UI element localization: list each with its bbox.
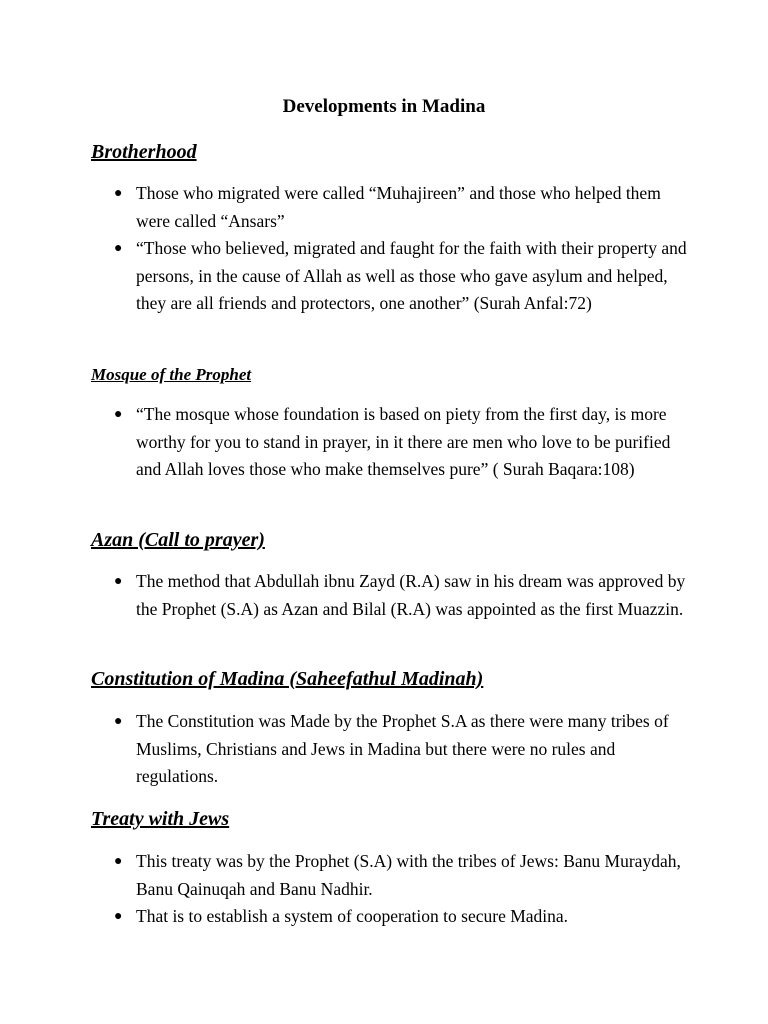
bullet-icon: ● <box>114 241 123 256</box>
list-item-text: The method that Abdullah ibnu Zayd (R.A) saw in his dream was approved by the Prophet (S.A) as Azan and Bilal (R.A) was appointed as the first Muazzin. <box>136 571 686 619</box>
section-heading-brotherhood: Brotherhood <box>91 141 197 163</box>
bullet-icon: ● <box>114 186 123 201</box>
list-item-text: This treaty was by the Prophet (S.A) with the tribes of Jews: Banu Muraydah, Banu Qainuqah and Banu Nadhir. <box>136 851 681 899</box>
section-list-azan <box>0 568 696 623</box>
bullet-icon: ● <box>114 574 123 589</box>
section-heading-mosque: Mosque of the Prophet <box>91 365 252 384</box>
list-item <box>0 568 696 623</box>
bullet-icon: ● <box>114 909 123 924</box>
list-item-text: “Those who believed, migrated and faught for the faith with their property and persons, in the cause of Allah as well as those who gave asylum and helped, they are all friends and protectors, one another” (Surah Anfal:72) <box>136 238 687 313</box>
section-heading-azan: Azan (Call to prayer) <box>91 529 265 551</box>
bullet-icon: ● <box>114 854 123 869</box>
section-list-treaty <box>0 848 696 931</box>
section-list-brotherhood <box>0 180 696 318</box>
list-item <box>0 848 696 903</box>
list-item-text: That is to establish a system of cooperation to secure Madina. <box>136 906 569 926</box>
section-heading-treaty: Treaty with Jews <box>91 808 230 830</box>
section-list-constitution <box>0 708 696 791</box>
list-item <box>0 235 696 318</box>
list-item <box>0 180 696 235</box>
list-item <box>0 401 696 484</box>
list-item-text: The Constitution was Made by the Prophet S.A as there were many tribes of Muslims, Christians and Jews in Madina but there were no rules and regulations. <box>136 711 669 786</box>
list-item <box>0 903 696 931</box>
list-item <box>0 708 696 791</box>
page-title: Developments in Madina <box>282 96 486 117</box>
bullet-icon: ● <box>114 714 123 729</box>
bullet-icon: ● <box>114 407 123 422</box>
list-item-text: Those who migrated were called “Muhajireen” and those who helped them were called “Ansars” <box>136 183 661 231</box>
list-item-text: “The mosque whose foundation is based on piety from the first day, is more worthy for you to stand in prayer, in it there are men who love to be purified and Allah loves those who make themselves pure” ( Surah Baqara:108) <box>136 404 671 479</box>
section-heading-constitution: Constitution of Madina (Saheefathul Madinah) <box>91 668 484 690</box>
section-list-mosque <box>0 401 696 484</box>
